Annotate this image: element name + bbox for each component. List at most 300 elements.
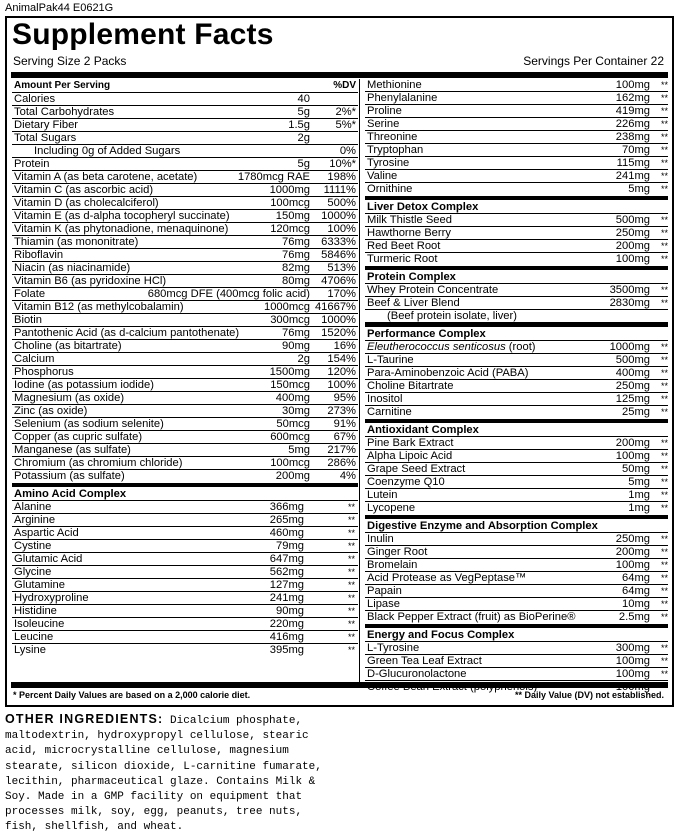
row-name: Copper (as cupric sulfate): [14, 431, 143, 443]
row-name: Cystine: [14, 540, 52, 552]
row-amount: 1000mg: [269, 184, 310, 196]
row-name: Glutamic Acid: [14, 553, 83, 565]
row-name: Phenylalanine: [367, 92, 438, 104]
facts-row: [365, 118, 668, 131]
row-name: Methionine: [367, 79, 422, 91]
row-name: Black Pepper Extract (fruit) as BioPerine®: [367, 611, 576, 623]
row-name: Pine Bark Extract: [367, 437, 454, 449]
energy-complex-title: Energy and Focus Complex: [365, 628, 668, 642]
facts-row: [365, 585, 668, 598]
facts-row: [12, 314, 358, 327]
row-dv: **: [660, 355, 668, 365]
row-dv: 1111%: [323, 184, 356, 196]
row-amount: 100mcg: [270, 197, 310, 209]
row-name: Lysine: [14, 644, 46, 656]
performance-complex-list: [365, 354, 668, 419]
row-name: Ornithine: [367, 183, 413, 195]
row-dv: 198%: [327, 171, 356, 183]
row-name: Pantothenic Acid (as d-calcium pantothenate): [14, 327, 240, 339]
row-name: Phosphorus: [14, 366, 74, 378]
row-dv: 0%: [339, 145, 356, 157]
row-amount: 300mg: [615, 642, 650, 654]
row-name: Coenzyme Q10: [367, 476, 445, 488]
row-amount: 220mg: [269, 618, 304, 630]
row-dv: 100%: [327, 223, 356, 235]
row-name: Carnitine: [367, 406, 412, 418]
row-name: Total Sugars: [14, 132, 77, 144]
facts-row: [12, 527, 358, 540]
servings-per-container: Servings Per Container 22: [523, 54, 664, 68]
row-dv: **: [660, 184, 668, 194]
antioxidant-complex-title: Antioxidant Complex: [365, 423, 668, 437]
row-dv: 67%: [333, 431, 356, 443]
eleuthero-suffix: (root): [505, 341, 536, 353]
facts-row: [365, 655, 668, 668]
row-amount: 250mg: [615, 380, 650, 392]
facts-row: [12, 119, 358, 132]
antioxidant-complex-list: [365, 437, 668, 515]
row-amount: 150mg: [275, 210, 310, 222]
row-dv: **: [660, 241, 668, 251]
facts-row: [365, 157, 668, 170]
protein-note-row: [365, 310, 668, 323]
row-name: Vitamin B6 (as pyridoxine HCl): [14, 275, 167, 287]
facts-row: [12, 379, 358, 392]
panel-title: Supplement Facts: [12, 18, 274, 51]
facts-row: [12, 605, 358, 618]
serving-size: Serving Size 2 Packs: [13, 54, 127, 68]
row-dv: **: [660, 171, 668, 181]
facts-row: [12, 444, 358, 457]
facts-row: [12, 132, 358, 145]
row-amount: 400mg: [275, 392, 310, 404]
dv-header: %DV: [333, 80, 356, 91]
facts-row: [12, 340, 358, 353]
row-dv: **: [660, 368, 668, 378]
row-dv: **: [660, 254, 668, 264]
row-amount: 647mg: [269, 553, 304, 565]
facts-row: [12, 301, 358, 314]
row-name: Papain: [367, 585, 402, 597]
row-dv: **: [660, 158, 668, 168]
row-amount: 90mg: [282, 340, 310, 352]
row-amount: 50mcg: [276, 418, 310, 430]
facts-row: [12, 579, 358, 592]
facts-row: [12, 171, 358, 184]
row-amount: 79mg: [276, 540, 304, 552]
row-amount: 100mcg: [270, 457, 310, 469]
top-divider-bar: [11, 72, 668, 78]
amount-per-serving-label: Amount Per Serving: [14, 80, 111, 91]
row-dv: **: [660, 573, 668, 583]
facts-row: [12, 106, 358, 119]
facts-row: [12, 540, 358, 553]
facts-row: [365, 572, 668, 585]
facts-row: [365, 297, 668, 310]
row-name: Red Beet Root: [367, 240, 441, 252]
row-name: Riboflavin: [14, 249, 64, 261]
facts-row: [365, 380, 668, 393]
row-dv: **: [660, 93, 668, 103]
row-name: Grape Seed Extract: [367, 463, 466, 475]
row-dv: **: [347, 580, 355, 590]
row-name: Glycine: [14, 566, 52, 578]
row-name: Alpha Lipoic Acid: [367, 450, 453, 462]
amino-acid-list: [12, 501, 358, 657]
other-ingredients-text: Dicalcium phosphate, maltodextrin, hydroxypropyl cellulose, stearic acid, microcrystalline cellulose, magnesium stearate, silicon dioxide, L-carnitine fumarate, lecithin, pharmaceutical glaze. Contains Milk & Soy. Made in a GMP facility on equipment that processes milk, soy, egg, peanuts, tree nuts, fish, shellfish, and wheat.: [5, 715, 322, 834]
row-dv: **: [660, 145, 668, 155]
facts-row: [365, 463, 668, 476]
facts-row: [365, 367, 668, 380]
facts-row: [12, 223, 358, 236]
row-amount: 150mcg: [270, 379, 310, 391]
row-amount: 5mg: [288, 444, 310, 456]
row-amount: 80mg: [282, 275, 310, 287]
facts-row: [365, 611, 668, 624]
facts-row: [12, 418, 358, 431]
footnote-daily-values: * Percent Daily Values are based on a 2,000 calorie diet.: [13, 690, 251, 700]
facts-row: [365, 437, 668, 450]
row-amount: 76mg: [282, 236, 310, 248]
row-name: Potassium (as sulfate): [14, 470, 125, 482]
row-name: Valine: [367, 170, 398, 182]
row-name: Niacin (as niacinamide): [14, 262, 131, 274]
row-amount: 460mg: [269, 527, 304, 539]
row-name: Acid Protease as VegPeptase™: [367, 572, 527, 584]
eleuthero-amount: 1000mg: [609, 341, 650, 353]
row-amount: 162mg: [615, 92, 650, 104]
row-amount: 562mg: [269, 566, 304, 578]
facts-row: [365, 144, 668, 157]
row-name: Arginine: [14, 514, 56, 526]
facts-row: [365, 253, 668, 266]
facts-row: [12, 644, 358, 657]
row-dv: **: [660, 490, 668, 500]
facts-row: [12, 366, 358, 379]
row-amount: 400mg: [615, 367, 650, 379]
facts-row: [365, 183, 668, 196]
row-dv: 95%: [333, 392, 356, 404]
row-amount: 30mg: [282, 405, 310, 417]
row-dv: 4%: [339, 470, 356, 482]
row-name: Alanine: [14, 501, 52, 513]
liver-detox-list: [365, 214, 668, 266]
row-name: Leucine: [14, 631, 54, 643]
row-amount: 3500mg: [609, 284, 650, 296]
row-dv: **: [347, 645, 355, 655]
row-amount: 50mg: [622, 463, 650, 475]
row-dv: **: [347, 619, 355, 629]
row-name: Tyrosine: [367, 157, 410, 169]
row-dv: 16%: [333, 340, 356, 352]
row-amount: 395mg: [269, 644, 304, 656]
row-amount: 5g: [297, 158, 310, 170]
facts-row: [365, 546, 668, 559]
row-name: Hydroxyproline: [14, 592, 89, 604]
row-name: Aspartic Acid: [14, 527, 79, 539]
bottom-divider-bar: [11, 682, 668, 688]
facts-row: [365, 105, 668, 118]
row-amount: 226mg: [615, 118, 650, 130]
row-dv: **: [660, 228, 668, 238]
right-column: [365, 79, 668, 694]
row-amount: 1500mg: [269, 366, 310, 378]
row-dv: 286%: [327, 457, 356, 469]
row-dv: 1520%: [321, 327, 356, 339]
row-dv: **: [347, 541, 355, 551]
row-amount: 64mg: [622, 572, 650, 584]
row-dv: 1000%: [321, 314, 356, 326]
facts-row: [12, 631, 358, 644]
row-dv: **: [660, 586, 668, 596]
facts-row: [12, 249, 358, 262]
row-amount: 241mg: [269, 592, 304, 604]
row-dv: **: [660, 407, 668, 417]
eleuthero-dv: **: [660, 342, 668, 352]
row-amount: 100mg: [615, 79, 650, 91]
row-amount: 70mg: [622, 144, 650, 156]
amino-acid-continued-list: [365, 79, 668, 196]
row-dv: **: [660, 438, 668, 448]
row-dv: **: [660, 394, 668, 404]
row-amount: 2g: [297, 353, 310, 365]
facts-row: [12, 553, 358, 566]
row-name: Green Tea Leaf Extract: [367, 655, 482, 667]
row-amount: 366mg: [269, 501, 304, 513]
facts-row: [365, 450, 668, 463]
row-name: L-Tyrosine: [367, 642, 420, 654]
row-dv: **: [660, 285, 668, 295]
facts-row: [365, 559, 668, 572]
row-name: Including 0g of Added Sugars: [34, 145, 181, 157]
row-amount: 200mg: [615, 240, 650, 252]
facts-row: [12, 275, 358, 288]
row-dv: 513%: [327, 262, 356, 274]
row-name: Magnesium (as oxide): [14, 392, 125, 404]
facts-row: [12, 262, 358, 275]
row-dv: **: [660, 298, 668, 308]
row-dv: **: [660, 560, 668, 570]
row-dv: **: [347, 606, 355, 616]
row-amount: 1.5g: [288, 119, 310, 131]
amino-acid-complex-title: Amino Acid Complex: [12, 487, 358, 501]
row-amount: 5g: [297, 106, 310, 118]
row-dv: **: [660, 215, 668, 225]
row-name: Protein: [14, 158, 50, 170]
facts-row: [365, 240, 668, 253]
nutrient-list: [12, 93, 358, 483]
row-name: Chromium (as chromium chloride): [14, 457, 183, 469]
row-name: Vitamin E (as d-alpha tocopheryl succinate): [14, 210, 230, 222]
row-dv: **: [660, 80, 668, 90]
row-name: Iodine (as potassium iodide): [14, 379, 154, 391]
row-name: Calcium: [14, 353, 55, 365]
product-code: AnimalPak44 E0621G: [5, 2, 114, 14]
row-amount: 100mg: [615, 253, 650, 265]
facts-row: [12, 197, 358, 210]
facts-row: [12, 236, 358, 249]
row-amount: 680mcg DFE (400mcg folic acid): [147, 288, 310, 300]
row-name: Biotin: [14, 314, 42, 326]
row-dv: 273%: [327, 405, 356, 417]
row-amount: 5mg: [628, 183, 650, 195]
row-name: Proline: [367, 105, 402, 117]
row-dv: **: [660, 477, 668, 487]
row-amount: 300mcg: [270, 314, 310, 326]
row-dv: 6333%: [321, 236, 356, 248]
row-dv: **: [347, 632, 355, 642]
row-name: Total Carbohydrates: [14, 106, 115, 118]
row-amount: 200mg: [275, 470, 310, 482]
row-dv: **: [660, 451, 668, 461]
facts-row: [365, 92, 668, 105]
row-amount: 100mg: [615, 655, 650, 667]
row-amount: 241mg: [615, 170, 650, 182]
row-amount: 238mg: [615, 131, 650, 143]
row-name: Hawthorne Berry: [367, 227, 451, 239]
row-dv: 91%: [333, 418, 356, 430]
protein-note: (Beef protein isolate, liver): [387, 310, 517, 322]
facts-row: [365, 476, 668, 489]
other-ingredients-label: OTHER INGREDIENTS:: [5, 712, 164, 726]
column-divider: [359, 79, 360, 682]
row-dv: 154%: [327, 353, 356, 365]
row-dv: **: [660, 599, 668, 609]
facts-row: [365, 79, 668, 92]
facts-row: [12, 353, 358, 366]
row-amount: 250mg: [615, 227, 650, 239]
row-dv: **: [660, 381, 668, 391]
row-amount: 100mg: [615, 450, 650, 462]
footnote-dv-not-established: ** Daily Value (DV) not established.: [514, 690, 664, 700]
row-amount: 5mg: [628, 476, 650, 488]
facts-row: [365, 214, 668, 227]
row-dv: **: [347, 554, 355, 564]
digestive-complex-title: Digestive Enzyme and Absorption Complex: [365, 519, 668, 533]
row-name: Inositol: [367, 393, 403, 405]
row-dv: 120%: [327, 366, 356, 378]
row-dv: 5846%: [321, 249, 356, 261]
facts-row: [12, 431, 358, 444]
facts-row: [12, 457, 358, 470]
row-name: Milk Thistle Seed: [367, 214, 452, 226]
row-name: Threonine: [367, 131, 418, 143]
facts-row: [365, 642, 668, 655]
facts-row: [365, 131, 668, 144]
row-name: Whey Protein Concentrate: [367, 284, 499, 296]
facts-row: [365, 227, 668, 240]
facts-row: [12, 501, 358, 514]
row-dv: 500%: [327, 197, 356, 209]
row-dv: **: [660, 119, 668, 129]
row-amount: 127mg: [269, 579, 304, 591]
row-amount: 2g: [297, 132, 310, 144]
row-dv: 5%*: [335, 119, 356, 131]
row-dv: **: [347, 502, 355, 512]
facts-row: [12, 93, 358, 106]
row-name: Choline Bitartrate: [367, 380, 454, 392]
row-amount: 2.5mg: [618, 611, 650, 623]
row-name: Serine: [367, 118, 400, 130]
protein-complex-list: [365, 284, 668, 310]
row-dv: 217%: [327, 444, 356, 456]
row-name: Turmeric Root: [367, 253, 438, 265]
row-amount: 25mg: [622, 406, 650, 418]
facts-row: [12, 566, 358, 579]
row-amount: 200mg: [615, 437, 650, 449]
row-dv: **: [660, 612, 668, 622]
row-name: Vitamin A (as beta carotene, acetate): [14, 171, 198, 183]
digestive-complex-list: [365, 533, 668, 624]
liver-detox-title: Liver Detox Complex: [365, 200, 668, 214]
row-dv: 4706%: [321, 275, 356, 287]
row-name: Dietary Fiber: [14, 119, 79, 131]
row-dv: 1000%: [321, 210, 356, 222]
row-amount: 90mg: [276, 605, 304, 617]
row-name: Choline (as bitartrate): [14, 340, 122, 352]
row-name: D-Glucuronolactone: [367, 668, 467, 680]
row-name: Selenium (as sodium selenite): [14, 418, 164, 430]
row-amount: 10mg: [622, 598, 650, 610]
row-dv: **: [660, 643, 668, 653]
row-name: Ginger Root: [367, 546, 428, 558]
row-dv: 10%*: [329, 158, 356, 170]
facts-row: [12, 145, 358, 158]
eleuthero-name: Eleutherococcus senticosus: [367, 341, 506, 353]
row-amount: 64mg: [622, 585, 650, 597]
row-amount: 100mg: [615, 668, 650, 680]
row-amount: 1mg: [628, 502, 650, 514]
row-amount: 419mg: [615, 105, 650, 117]
row-name: Vitamin C (as ascorbic acid): [14, 184, 154, 196]
facts-row: [365, 284, 668, 297]
row-dv: **: [347, 567, 355, 577]
row-dv: 2%*: [335, 106, 356, 118]
row-dv: **: [660, 106, 668, 116]
row-amount: 1780mcg RAE: [237, 171, 310, 183]
facts-row: [365, 406, 668, 419]
row-amount: 115mg: [616, 157, 650, 169]
row-amount: 500mg: [615, 354, 650, 366]
row-name: Folate: [14, 288, 46, 300]
row-dv: 100%: [327, 379, 356, 391]
row-dv: **: [347, 593, 355, 603]
row-amount: 200mg: [615, 546, 650, 558]
facts-row: [12, 514, 358, 527]
row-amount: 76mg: [282, 249, 310, 261]
facts-row: [12, 184, 358, 197]
row-name: L-Taurine: [367, 354, 414, 366]
row-name: Isoleucine: [14, 618, 65, 630]
row-dv: **: [660, 534, 668, 544]
row-dv: **: [660, 503, 668, 513]
facts-row: [365, 533, 668, 546]
row-dv: **: [347, 528, 355, 538]
row-name: Inulin: [367, 533, 394, 545]
facts-row: [365, 170, 668, 183]
left-column: [12, 79, 358, 657]
facts-row: [12, 327, 358, 340]
facts-row: [12, 392, 358, 405]
row-dv: **: [660, 547, 668, 557]
row-name: Lycopene: [367, 502, 416, 514]
row-amount: 2830mg: [609, 297, 650, 309]
row-name: Lutein: [367, 489, 398, 501]
facts-row: [12, 405, 358, 418]
row-name: Zinc (as oxide): [14, 405, 88, 417]
row-dv: **: [660, 132, 668, 142]
row-name: Tryptophan: [367, 144, 424, 156]
